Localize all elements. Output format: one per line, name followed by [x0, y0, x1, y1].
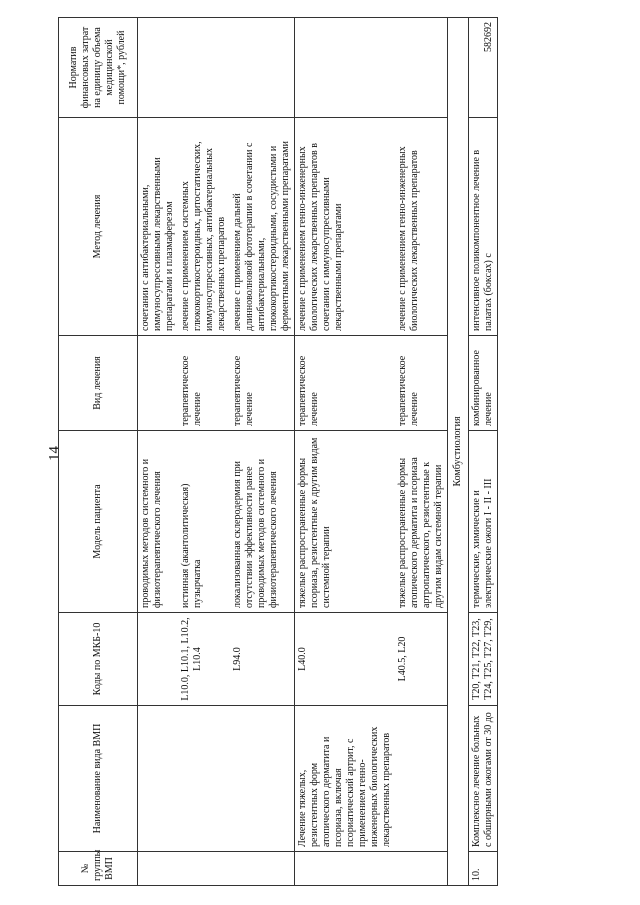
cell-cost-norm: [230, 18, 295, 118]
cell-patient-model: локализованная склеродермия при отсутствии эффективности ранее проводимых методов системного и физиотерапевтического лечения: [230, 431, 295, 613]
cell-cost-norm: [138, 18, 179, 118]
cell-patient-model: тяжелые распространенные формы атопического дерматита и псориаза артропатического, резистентные к другим видам системной терапии: [395, 431, 448, 613]
cell-group-no: [395, 852, 448, 886]
cell-group-no: [295, 852, 396, 886]
cell-patient-model: тяжелые распространенные формы псориаза, резистентные к другим видам системной терапии: [295, 431, 396, 613]
cell-treatment-method: лечение с применением системных глюкокортикостероидных, цитостатических, иммуносупрессивных, антибактериальных лекарственных препаратов: [178, 118, 230, 336]
cell-treatment-method: сочетании с антибактериальными, иммуносупрессивными лекарственными препаратами и плазмаферезом: [138, 118, 179, 336]
header-group-no: № группы ВМП: [59, 852, 138, 886]
cell-vmp-name: [395, 706, 448, 852]
cell-treatment-type: [138, 336, 179, 431]
header-treatment-type: Вид лечения: [59, 336, 138, 431]
cell-treatment-type: терапевтическое лечение: [230, 336, 295, 431]
header-vmp-name: Наименование вида ВМП: [59, 706, 138, 852]
table-row: [178, 18, 230, 886]
cell-treatment-type: комбинированное лечение: [469, 336, 498, 431]
table-row: [395, 18, 448, 886]
table-row: [230, 18, 295, 886]
cell-cost-norm: [295, 18, 396, 118]
cell-vmp-name: [230, 706, 295, 852]
cell-icd-codes: L94.0: [230, 613, 295, 706]
cell-group-no: [230, 852, 295, 886]
cell-treatment-type: терапевтическое лечение: [295, 336, 396, 431]
cell-icd-codes: L40.0: [295, 613, 396, 706]
header-cost-norm: Норматив финансовых затрат на единицу объема медицинской помощи*, рублей: [59, 18, 138, 118]
cell-treatment-type: терапевтическое лечение: [395, 336, 448, 431]
cell-patient-model: термические, химические и электрические ожоги I - II - III: [469, 431, 498, 613]
table-row: [138, 18, 179, 886]
cell-icd-codes: L10.0, L10.1, L10.2, L10.4: [178, 613, 230, 706]
rotated-table-container: [58, 18, 628, 886]
vmp-table: [58, 17, 498, 886]
cell-icd-codes: T20, T21, T22, T23, T24, T25, T27, T29,: [469, 613, 498, 706]
table-row: [469, 18, 498, 886]
cell-group-no: [178, 852, 230, 886]
header-treatment-method: Метод лечения: [59, 118, 138, 336]
cell-patient-model: проводимых методов системного и физиотерапевтического лечения: [138, 431, 179, 613]
cell-icd-codes: L40.5, L20: [395, 613, 448, 706]
header-icd-codes: Коды по МКБ-10: [59, 613, 138, 706]
cell-treatment-method: интенсивное поликомпонентное лечение в палатах (боксах) с: [469, 118, 498, 336]
header-patient-model: Модель пациента: [59, 431, 138, 613]
cell-vmp-name: [138, 706, 179, 852]
cell-vmp-name: Комплексное лечение больных с обширными ожогами от 30 до: [469, 706, 498, 852]
cell-cost-norm: 582692: [469, 18, 498, 118]
cell-group-no: [138, 852, 179, 886]
cell-treatment-method: лечение с применением генно-инженерных биологических лекарственных препаратов в сочетании с иммуносупрессивными лекарственными препаратами: [295, 118, 396, 336]
section-row: [448, 18, 469, 886]
section-title: Комбустиология: [448, 18, 469, 886]
cell-treatment-method: лечение с применением дальней длинноволновой фототерапии в сочетании с антибактериальными, глюкокортикостероидными, сосудистыми и ферментными лекарственными препаратами: [230, 118, 295, 336]
cell-cost-norm: [178, 18, 230, 118]
cell-treatment-method: лечение с применением генно-инженерных биологических лекарственных препаратов: [395, 118, 448, 336]
cell-vmp-name: Лечение тяжелых, резистентных форм атопического дерматита и псориаза, включая псориатический артрит, с применением генно-инженерных биологических лекарственных препаратов: [295, 706, 396, 852]
cell-treatment-type: терапевтическое лечение: [178, 336, 230, 431]
page-number: 14: [46, 446, 63, 461]
cell-group-no: 10.: [469, 852, 498, 886]
table-header-row: [59, 18, 138, 886]
table-row: [295, 18, 396, 886]
cell-icd-codes: [138, 613, 179, 706]
cell-vmp-name: [178, 706, 230, 852]
cell-patient-model: истинная (акантолитическая) пузырчатка: [178, 431, 230, 613]
cell-cost-norm: [395, 18, 448, 118]
